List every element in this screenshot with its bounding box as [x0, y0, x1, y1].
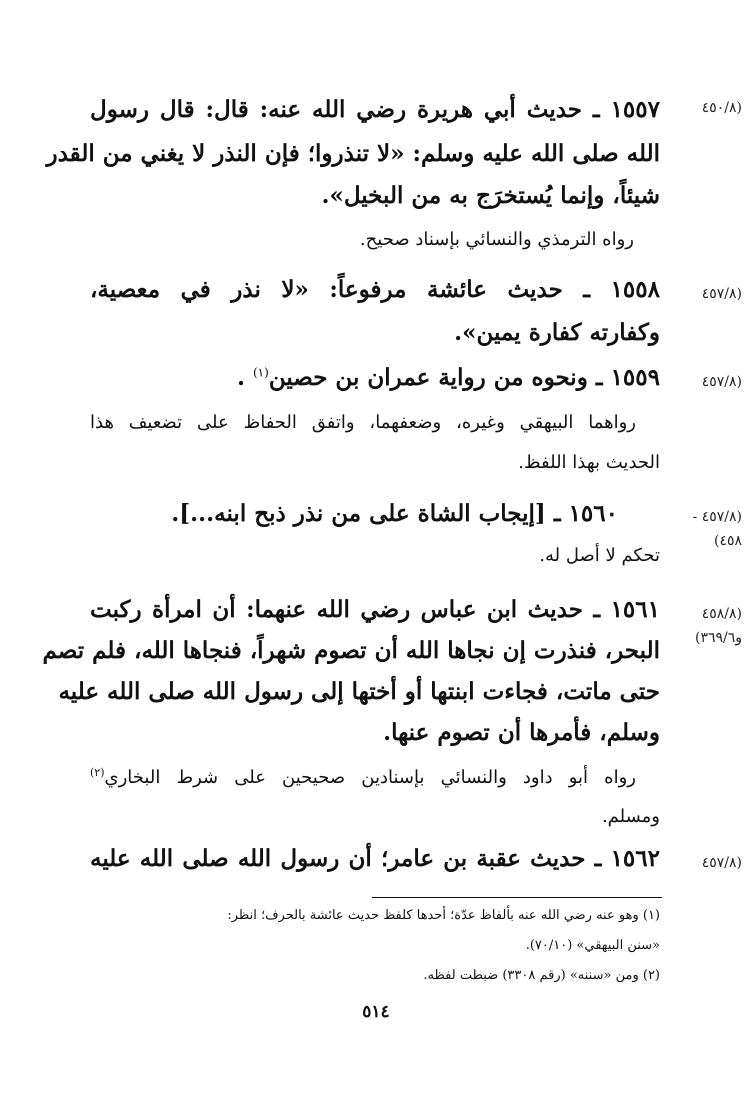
comment-1561-line-2: ومسلم. [601, 806, 660, 827]
comment-1561-line-1: رواه أبو داود والنسائي بإسنادين صحيحين على شرط البخاري$^{(٢)}$ [90, 766, 636, 788]
comment-1559-line-1: رواهما البيهقي وغيره، وضعفهما، واتفق الحفاظ على تضعيف هذا [90, 412, 636, 433]
hadith-1561-line-3: حتى ماتت، فجاءت ابنتها أو أختها إلى رسول الله صلى الله عليه [58, 678, 660, 705]
comment-1557: رواه الترمذي والنسائي بإسناد صحيح. [359, 229, 634, 250]
source-ref-1558: (٤٥٧/٨ [701, 286, 742, 302]
footnote-divider [372, 897, 662, 898]
source-ref-1561: (٤٥٨/٨ و٣٦٩/٦) [694, 606, 742, 646]
hadith-1557-line-1: ١٥٥٧ ـ حديث أبي هريرة رضي الله عنه: قال: قال رسول [90, 96, 660, 123]
hadith-1560-line-1: ١٥٦٠ ـ [إيجاب الشاة على من نذر ذبح ابنه...]. [171, 500, 618, 527]
hadith-1561-line-1: ١٥٦١ ـ حديث ابن عباس رضي الله عنهما: أن امرأة ركبت [90, 596, 660, 623]
source-ref-1560: (٤٥٧/٨ - ٤٥٨) [692, 509, 742, 549]
source-ref-1562: (٤٥٧/٨ [701, 855, 742, 871]
hadith-1558-line-2: وكفارته كفارة يمين». [454, 319, 660, 346]
comment-1560: تحكم لا أصل له. [539, 545, 660, 566]
hadith-1558-line-1: ١٥٥٨ ـ حديث عائشة مرفوعاً: «لا نذر في معصية، [90, 276, 660, 303]
footnote-marker-2: (٢) [90, 766, 105, 779]
source-ref-1559: (٤٥٧/٨ [701, 374, 742, 390]
hadith-1561-line-4: وسلم، فأمرها أن تصوم عنها. [383, 719, 660, 746]
footnote-2: (٢) ومن «سننه» (رقم ٣٣٠٨) ضبطت لفظه. [423, 968, 660, 983]
hadith-1559-line-1: ١٥٥٩ ـ ونحوه من رواية عمران بن حصين$^{(١)}$ . [236, 364, 660, 391]
source-ref-1557: (٤٥٠/٨ [701, 100, 742, 116]
comment-1559-line-2: الحديث بهذا اللفظ. [518, 452, 660, 473]
hadith-1561-line-2: البحر، فنذرت إن نجاها الله أن تصوم شهراً، فنجاها الله، فلم تصم [42, 637, 660, 664]
page-number: ٥١٤ [362, 1002, 390, 1022]
footnote-1-line-2: «سنن البيهقي» (٧٠/١٠). [525, 938, 660, 953]
footnote-marker-1: (١) [252, 365, 269, 380]
hadith-1562-line-1: ١٥٦٢ ـ حديث عقبة بن عامر؛ أن رسول الله صلى الله عليه [90, 845, 660, 872]
footnote-1-line-1: (١) وهو عنه رضي الله عنه بألفاظ عدّة؛ أحدها كلفظ حديث عائشة بالحرف؛ انظر: [227, 908, 660, 923]
hadith-1557-line-3: شيئاً، وإنما يُستخرَج به من البخيل». [321, 182, 660, 209]
hadith-1557-line-2: الله صلى الله عليه وسلم: «لا تنذروا؛ فإن النذر لا يغني من القدر [46, 140, 660, 167]
